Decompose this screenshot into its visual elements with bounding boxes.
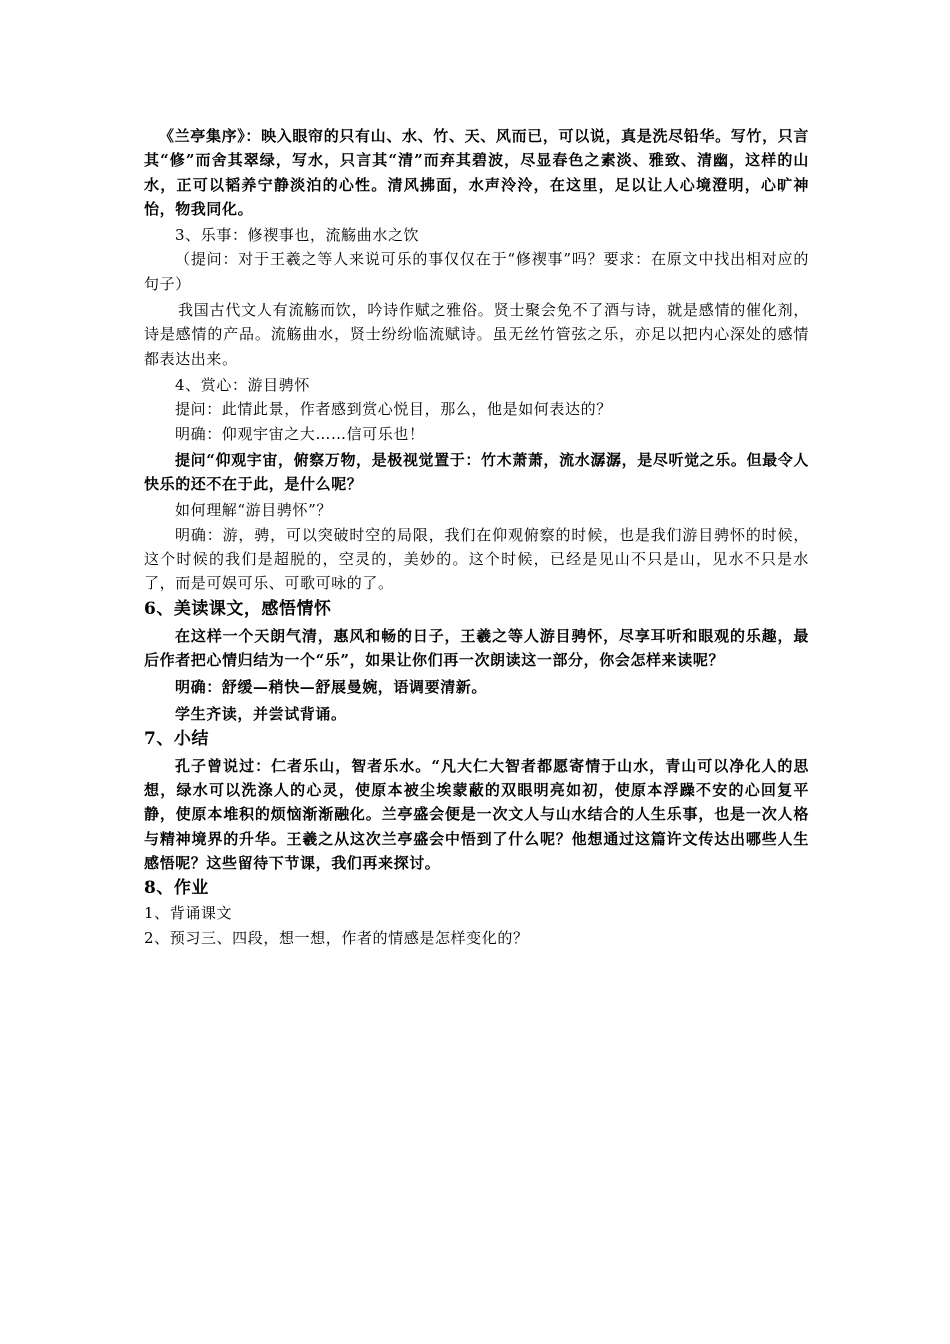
shang-xin-question-2: 提问“仰观宇宙，俯察万物，是极视觉置于：竹木萧萧，流水潺潺，是尽听觉之乐。但最令人快乐的还不在于此，是什么呢？	[144, 450, 809, 494]
homework-item-1: 1、背诵课文	[144, 904, 233, 923]
shang-xin-subheading: 4、赏心：游目骋怀	[175, 375, 310, 394]
reading-paragraph: 在这样一个天朗气清，惠风和畅的日子，王羲之等人游目骋怀，尽享耳听和眼观的乐趣，最后作者把心情归结为一个“乐”，如果让你们再一次朗读这一部分，你会怎样来读呢？	[144, 626, 809, 669]
lanting-scenery-paragraph: 《兰亭集序》：映入眼帘的只有山、水、竹、天、风而已，可以说，真是洗尽铅华。写竹，只言其“修”而舍其翠绿，写水，只言其“清”而弃其碧波，尽显春色之素淡、雅致、清幽，这样的山水，正可以韬养宁静淡泊的心性。清风拂面，水声泠泠，在这里，足以让人心境澄明，心旷神怡，物我同化。	[144, 127, 809, 218]
le-shi-subheading: 3、乐事：修禊事也，流觞曲水之饮	[175, 226, 420, 245]
shang-xin-question-3: 如何理解“游目骋怀”？	[175, 501, 332, 520]
shang-xin-answer: 明确：仰观宇宙之大……信可乐也！	[175, 424, 425, 443]
summary-paragraph: 孔子曾说过：仁者乐山，智者乐水。“凡大仁大智者都愿寄情于山水，青山可以净化人的思想，绿水可以洗涤人的心灵，使原本被尘埃蒙蔽的双眼明亮如初，使原本浮躁不安的心回复平静，使原本堆积的烦恼渐渐融化。兰亭盛会便是一次文人与山水结合的人生乐事，也是一次人格与精神境界的升华。王羲之从这次兰亭盛会中悟到了什么呢？他想通过这篇许文传达出哪些人生感悟呢？这些留待下节课，我们再来探讨。	[144, 756, 809, 873]
le-shi-explanation: 我国古代文人有流觞而饮，吟诗作赋之雅俗。贤士聚会免不了酒与诗，就是感情的催化剂，诗是感情的产品。流觞曲水，贤士纷纷临流赋诗。虽无丝竹管弦之乐，亦足以把内心深处的感情都表达出来。	[144, 301, 809, 368]
document-body	[144, 124, 809, 950]
section-heading-8: 8、作业	[144, 878, 209, 899]
reading-task: 学生齐读，并尝试背诵。	[175, 704, 347, 723]
section-heading-7: 7、小结	[144, 728, 209, 749]
le-shi-question: （提问：对于王羲之等人来说可乐的事仅仅在于“修禊事”吗？要求：在原文中找出相对应的句子）	[144, 250, 809, 293]
homework-item-2: 2、预习三、四段，想一想，作者的情感是怎样变化的？	[144, 928, 529, 947]
shang-xin-question: 提问：此情此景，作者感到赏心悦目，那么，他是如何表达的？	[175, 400, 612, 419]
reading-answer: 明确：舒缓—稍快—舒展曼婉，语调要清新。	[175, 678, 488, 697]
section-heading-6: 6、美读课文，感悟情怀	[144, 598, 332, 619]
shang-xin-answer-2: 明确：游，骋，可以突破时空的局限，我们在仰观俯察的时候，也是我们游目骋怀的时候，这个时候的我们是超脱的，空灵的，美妙的。这个时候，已经是见山不只是山，见水不只是水了，而是可娱可乐、可歌可咏的了。	[144, 525, 809, 593]
